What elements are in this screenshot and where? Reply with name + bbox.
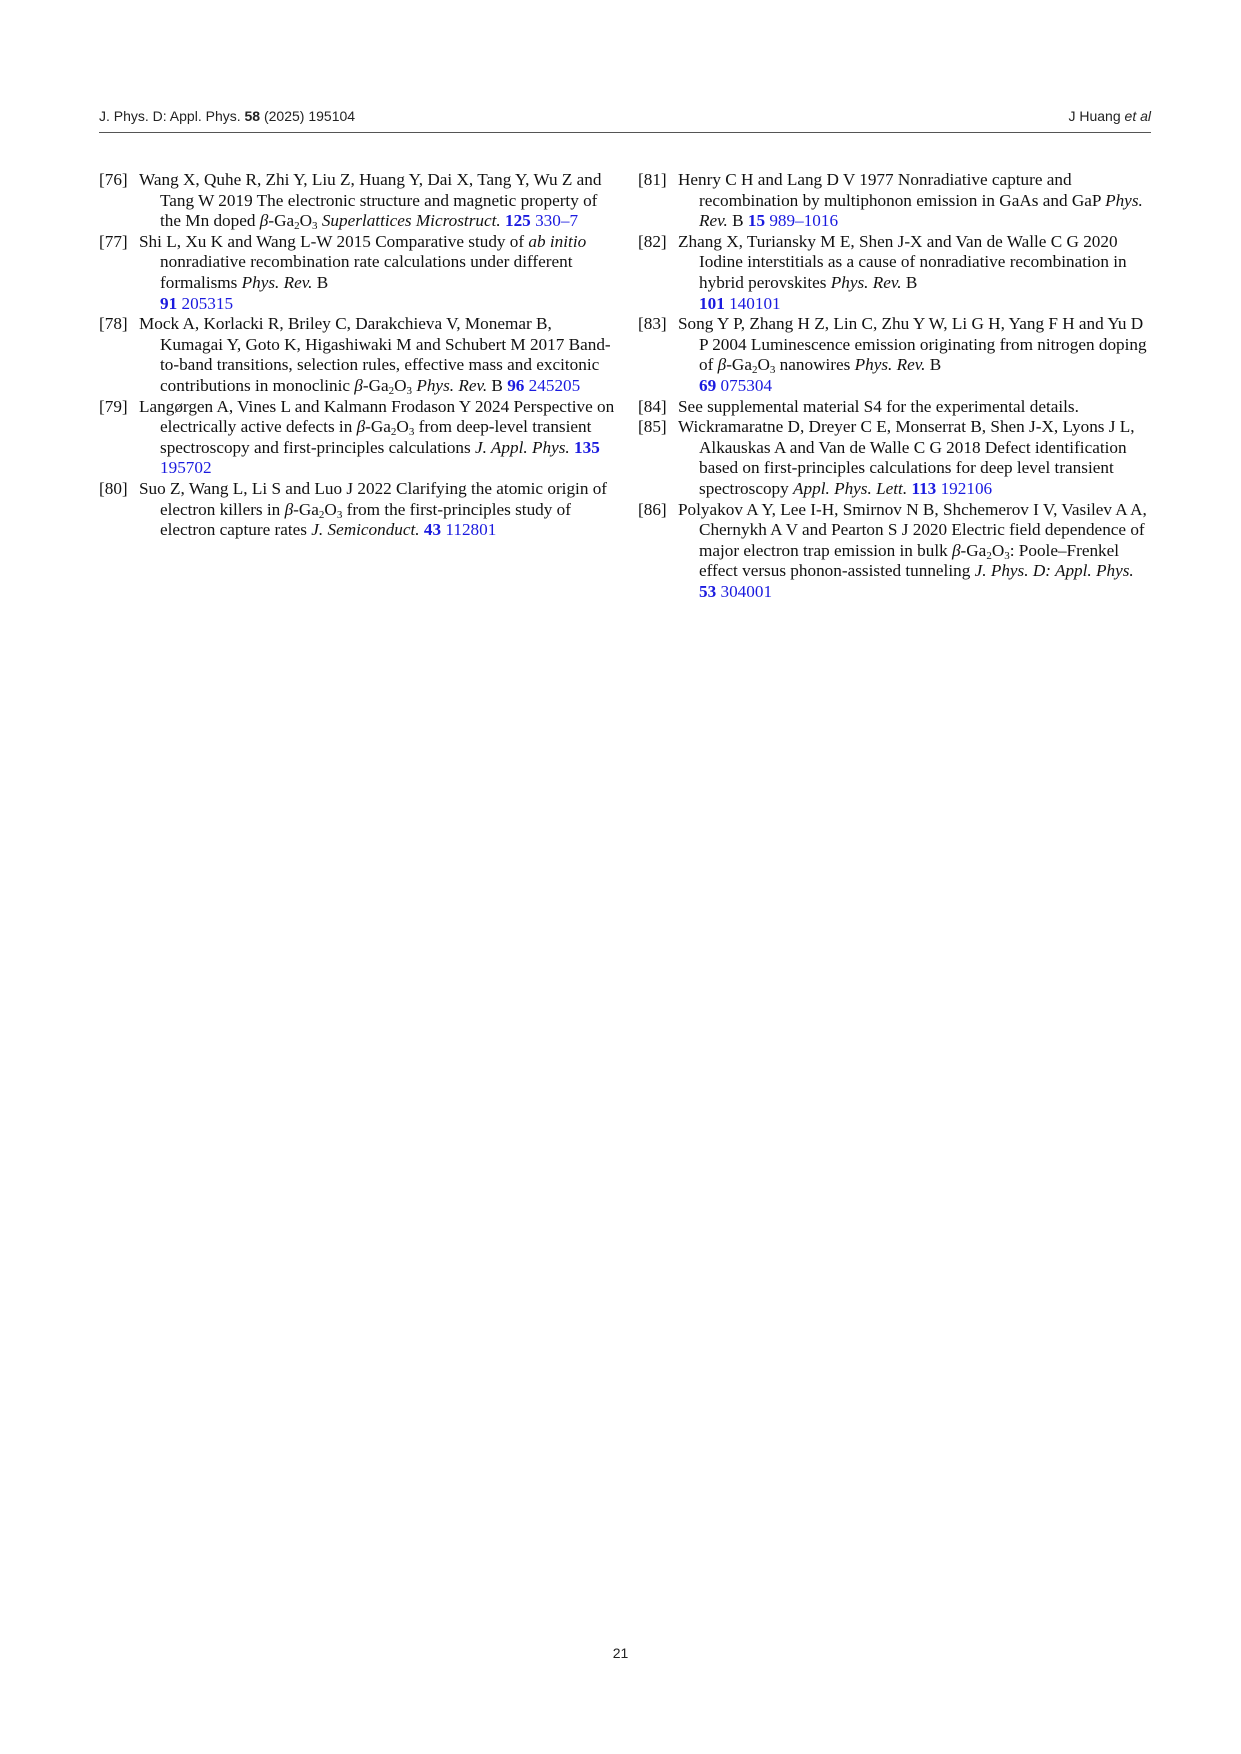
- header-etal: et al: [1124, 108, 1151, 124]
- journal-name: Phys. Rev.: [830, 272, 902, 292]
- journal-name: J. Phys. D: Appl. Phys.: [974, 561, 1134, 581]
- subscript: 2: [751, 364, 758, 377]
- reference-85: [638, 417, 1152, 499]
- reference-number: [84]: [638, 396, 667, 416]
- page-number: 21: [612, 1645, 629, 1661]
- journal-name: Appl. Phys. Lett.: [793, 478, 908, 498]
- header-author: [1068, 108, 1151, 124]
- reference-84: [638, 397, 1152, 418]
- reference-number: [86]: [638, 499, 667, 519]
- reference-number: [77]: [99, 231, 128, 251]
- formula-part: -Ga: [960, 540, 987, 560]
- formula-part: -Ga: [268, 211, 295, 231]
- formula-part: O: [757, 355, 770, 375]
- header-volume: 58: [244, 108, 261, 124]
- reference-number: [80]: [99, 478, 128, 498]
- volume-link[interactable]: 91: [160, 293, 178, 313]
- volume-link[interactable]: 43: [423, 520, 442, 540]
- reference-text: Langørgen A, Vines L and Kalmann Frodason Y 2024 Perspective on electrically active defects in: [139, 396, 615, 437]
- reference-82: [638, 232, 1152, 314]
- pages-link[interactable]: 140101: [729, 293, 781, 313]
- reference-text: Wickramaratne D, Dreyer C E, Monserrat B, Shen J-X, Lyons J L, Alkauskas A and Van de Walle C G 2018 Defect identification based on first-principles calculations for deep level transient spectroscopy: [678, 417, 1135, 498]
- subscript: 2: [986, 549, 992, 562]
- reference-text: Song Y P, Zhang H Z, Lin C, Zhu Y W, Li G H, Yang F H and Yu D P 2004 Luminescence emission originating from nitrogen doping of: [678, 314, 1147, 375]
- reference-number: [85]: [638, 417, 667, 437]
- reference-text: : Poole–Frenkel effect versus phonon-assisted tunneling: [699, 540, 1120, 581]
- header-author-name: J Huang: [1068, 108, 1121, 124]
- reference-text: Shi L, Xu K and Wang L-W 2015 Comparative study of: [139, 231, 529, 251]
- journal-series: B: [727, 211, 744, 231]
- volume-link[interactable]: 135: [574, 437, 600, 457]
- reference-number: [78]: [99, 314, 128, 334]
- journal-name: Phys. Rev.: [699, 190, 1143, 231]
- reference-80: [99, 479, 617, 541]
- volume-link[interactable]: 53: [699, 581, 717, 601]
- reference-86: [638, 500, 1152, 603]
- formula-part: O: [324, 499, 337, 519]
- formula-part: -Ga: [365, 417, 391, 437]
- pages-link[interactable]: 989–1016: [769, 211, 839, 231]
- reference-79: [99, 397, 617, 479]
- reference-78: [99, 314, 617, 396]
- formula-part: O: [394, 375, 407, 395]
- beta-symbol: β: [356, 417, 366, 437]
- journal-name: Phys. Rev.: [854, 355, 926, 375]
- reference-text: nonradiative recombination rate calculations under different formalisms: [160, 252, 573, 292]
- reference-column-left: [99, 170, 617, 541]
- reference-text: Henry C H and Lang D V 1977 Nonradiative capture and recombination by multiphonon emission in GaAs and GaP: [678, 170, 1106, 210]
- reference-text: See supplemental material S4 for the experimental details.: [678, 396, 1079, 416]
- reference-text: Wang X, Quhe R, Zhi Y, Liu Z, Huang Y, Dai X, Tang Y, Wu Z and Tang W 2019 The electronic structure and magnetic property of the Mn doped: [139, 170, 602, 231]
- reference-text: Mock A, Korlacki R, Briley C, Darakchieva V, Monemar B, Kumagai Y, Goto K, Higashiwaki M and Schubert M 2017 Band-to-band transitions, selection rules, effective mass and excitonic contributions in monoclinic: [139, 314, 611, 395]
- header-journal: J. Phys. D: Appl. Phys.: [99, 108, 241, 124]
- pages-link[interactable]: 205315: [181, 293, 234, 313]
- beta-symbol: β: [284, 499, 294, 519]
- journal-name: Phys. Rev.: [416, 375, 488, 395]
- subscript: 3: [406, 384, 413, 397]
- formula-part: O: [396, 417, 409, 437]
- subscript: 3: [312, 220, 318, 233]
- reference-number: [83]: [638, 314, 667, 334]
- pages-link[interactable]: 195702: [160, 458, 212, 478]
- formula-part: -Ga: [293, 499, 319, 519]
- pages-link[interactable]: 330–7: [535, 211, 579, 231]
- formula-part: O: [991, 540, 1005, 560]
- formula-part: O: [299, 211, 313, 231]
- beta-symbol: β: [259, 211, 269, 231]
- header-citation: [99, 108, 355, 124]
- reference-text: from deep-level transient spectroscopy and first-principles calculations: [160, 417, 592, 457]
- reference-text: nanowires: [775, 355, 855, 375]
- reference-number: [76]: [99, 170, 128, 189]
- subscript: 2: [318, 508, 325, 521]
- reference-number: [82]: [638, 231, 667, 251]
- reference-text: Suo Z, Wang L, Li S and Luo J 2022 Clarifying the atomic origin of electron killers in: [139, 478, 608, 519]
- pages-link[interactable]: 075304: [720, 375, 773, 395]
- volume-link[interactable]: 15: [747, 211, 766, 231]
- reference-77: [99, 232, 617, 314]
- reference-number: [81]: [638, 170, 667, 189]
- pages-link[interactable]: 304001: [720, 581, 773, 601]
- reference-column-right: [638, 170, 1152, 602]
- subscript: 2: [390, 426, 397, 439]
- volume-link[interactable]: 101: [699, 293, 725, 313]
- beta-symbol: β: [717, 355, 727, 375]
- subscript: 2: [294, 220, 300, 233]
- volume-link[interactable]: 125: [504, 211, 531, 231]
- journal-series: B: [925, 355, 942, 375]
- journal-series: B: [901, 272, 918, 292]
- volume-link[interactable]: 69: [699, 375, 717, 395]
- pages-link[interactable]: 192106: [940, 478, 993, 498]
- journal-series: B: [487, 375, 503, 395]
- subscript: 3: [408, 426, 415, 439]
- subscript: 3: [336, 508, 343, 521]
- reference-text: Zhang X, Turiansky M E, Shen J-X and Van de Walle C G 2020 Iodine interstitials as a cause of nonradiative recombination in hybrid perovskites: [678, 231, 1127, 292]
- subscript: 2: [388, 384, 395, 397]
- reference-76: [99, 170, 617, 232]
- header-year-article: (2025) 195104: [263, 108, 356, 124]
- header-rule: [99, 132, 1151, 133]
- subscript: 3: [769, 364, 776, 377]
- volume-link[interactable]: 96: [507, 375, 525, 395]
- journal-name: Phys. Rev.: [241, 272, 313, 292]
- reference-81: [638, 170, 1152, 232]
- reference-text: from the first-principles study of electron capture rates: [160, 499, 571, 540]
- reference-text: Polyakov A Y, Lee I-H, Smirnov N B, Shchemerov I V, Vasilev A A, Chernykh A V and Pearton S J 2020 Electric field dependence of major electron trap emission in bulk: [678, 499, 1147, 560]
- italic-phrase: ab initio: [528, 231, 587, 251]
- formula-part: -Ga: [362, 375, 389, 395]
- pages-link[interactable]: 245205: [528, 375, 581, 395]
- reference-83: [638, 314, 1152, 396]
- journal-name: J. Appl. Phys.: [475, 437, 570, 457]
- journal-series: B: [312, 272, 329, 292]
- beta-symbol: β: [951, 540, 961, 560]
- beta-symbol: β: [354, 375, 363, 395]
- pages-link[interactable]: 112801: [445, 520, 497, 540]
- journal-name: J. Semiconduct.: [311, 520, 420, 540]
- formula-part: -Ga: [726, 355, 752, 375]
- volume-link[interactable]: 113: [911, 478, 937, 498]
- journal-name: Superlattices Microstruct.: [321, 211, 501, 231]
- reference-number: [79]: [99, 396, 128, 416]
- subscript: 3: [1004, 549, 1010, 562]
